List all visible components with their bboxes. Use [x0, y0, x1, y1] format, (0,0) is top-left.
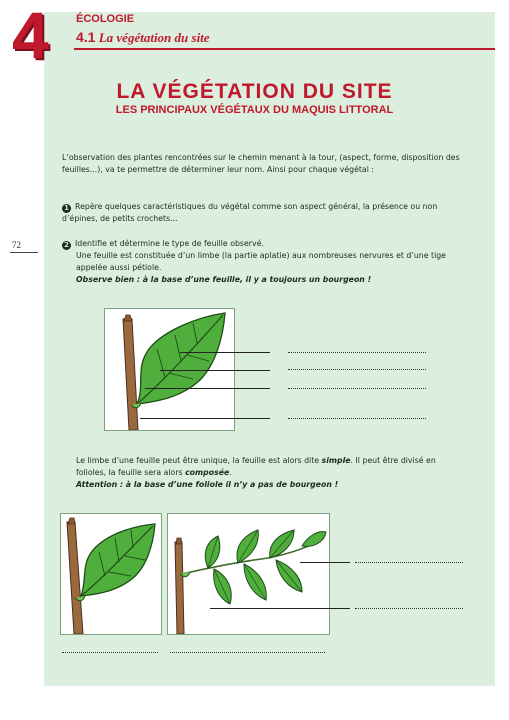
leader-line-1: [180, 352, 270, 353]
intro-paragraph: L’observation des plantes rencontrées sur le chemin menant à la tour, (aspect, forme, disposition des feuilles...), va te permettre de déterminer leur nom. Ainsi pour chaque végétal :: [62, 153, 460, 174]
compound-leaf-illustration: [168, 514, 329, 634]
simple-leaf-caption-line[interactable]: [62, 652, 158, 653]
answer-line-2[interactable]: [288, 369, 426, 370]
step-2: [62, 238, 466, 250]
simple-leaf-illustration: [61, 514, 161, 634]
page-title: LA VÉGÉTATION DU SITE: [116, 80, 393, 103]
step-1-text: Repère quelques caractéristiques du végétal comme son aspect général, la présence ou non d’épines, de petits crochets...: [62, 202, 438, 223]
compound-answer-line-1[interactable]: [355, 562, 463, 563]
answer-line-3[interactable]: [288, 388, 426, 389]
compound-leader-line-2: [210, 608, 350, 609]
section-title: ÉCOLOGIE: [76, 13, 135, 25]
compound-leader-line-1: [300, 562, 350, 563]
answer-line-4[interactable]: [288, 418, 426, 419]
page-number-rule: [10, 252, 38, 253]
simple-term: simple: [321, 456, 351, 465]
subsection-title: [76, 29, 210, 46]
page-subtitle: LES PRINCIPAUX VÉGÉTAUX DU MAQUIS LITTORAL: [115, 104, 394, 116]
header-rule: [74, 48, 495, 50]
page-number: 72: [12, 240, 21, 250]
leaf-types-part-1: Le limbe d’une feuille peut être unique, la feuille est alors dite: [76, 456, 322, 465]
step-2-note: Observe bien : à la base d’une feuille, il y a toujours un bourgeon !: [76, 275, 372, 284]
subsection-number: 4.1: [76, 29, 96, 45]
compound-leaf-caption-line[interactable]: [170, 652, 325, 653]
leader-line-4: [140, 418, 270, 419]
step-1: [62, 201, 466, 225]
compound-leaf-figure: [167, 513, 330, 635]
leaf-types-paragraph: [76, 455, 466, 479]
chapter-number: 4: [12, 0, 47, 72]
compound-term: composée: [185, 468, 230, 477]
leader-line-3: [145, 388, 270, 389]
left-margin: [0, 60, 44, 686]
step-2-marker: 2: [62, 241, 71, 250]
leaf-types-part-3: .: [229, 468, 232, 477]
answer-line-1[interactable]: [288, 352, 426, 353]
leaf-types-part-2: . Il peut être divisé en folioles, la feuille sera alors: [76, 456, 436, 477]
leader-line-2: [160, 370, 270, 371]
attention-note: Attention : à la base d’une foliole il n’y a pas de bourgeon !: [76, 480, 339, 489]
simple-leaf-figure: [60, 513, 162, 635]
step-2-line-2: Une feuille est constituée d’un limbe (la partie aplatie) aux nombreuses nervures et d’une tige appelée aussi pétiole.: [76, 251, 446, 272]
compound-answer-line-2[interactable]: [355, 608, 463, 609]
step-1-marker: 1: [62, 204, 71, 213]
step-2-line-1: Identifie et détermine le type de feuille observé.: [75, 239, 264, 248]
subsection-label: La végétation du site: [98, 30, 210, 45]
